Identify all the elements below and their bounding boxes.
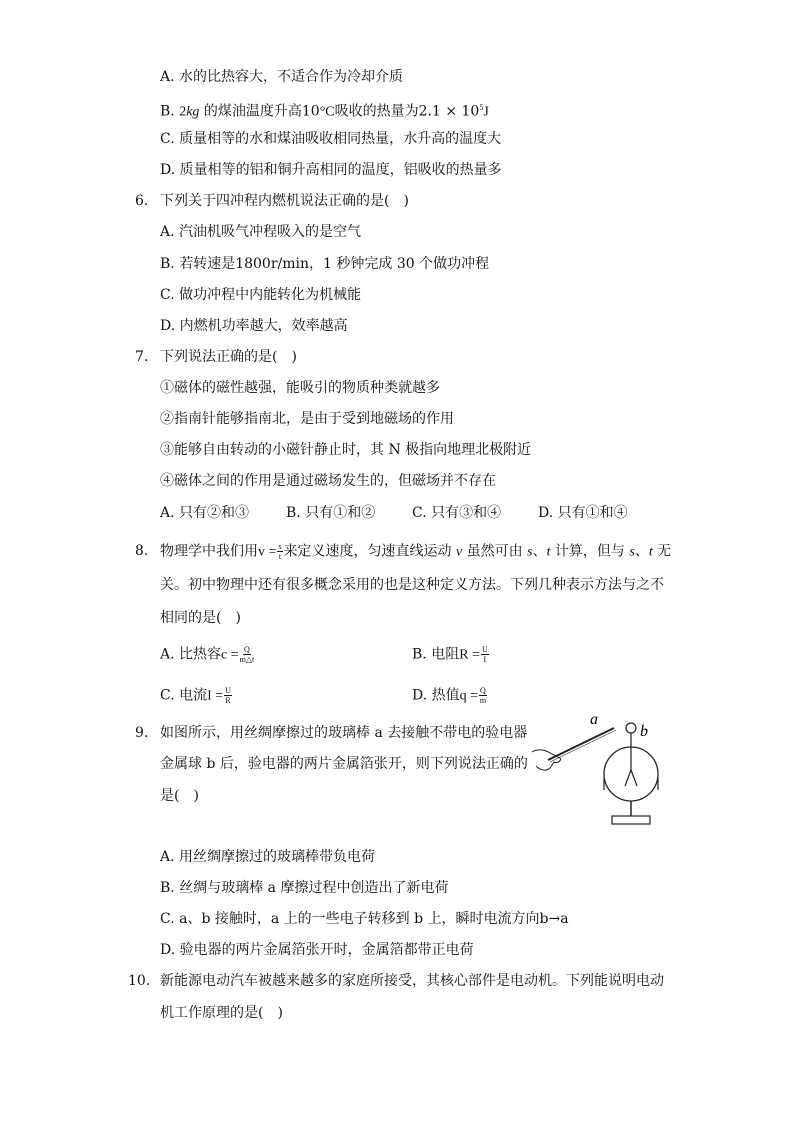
q8-text: 物理学中我们用 (160, 543, 258, 560)
q9-option-b (160, 879, 448, 897)
option-text-exp: 5 (479, 103, 484, 112)
denominator: I (483, 655, 487, 664)
option-text: 质量相等的铝和铜升高相同的温度，铝吸收的热量多 (179, 162, 502, 178)
q8-option-b (412, 645, 490, 665)
q6-number: 6. (135, 193, 149, 209)
fraction (224, 686, 232, 705)
option-name: 电流 (179, 687, 208, 704)
option-label: B. (286, 505, 301, 521)
option-label: A. (160, 505, 175, 521)
denominator: m△t (239, 655, 255, 664)
denominator: t (278, 552, 282, 561)
glass-rod (548, 728, 614, 760)
metal-leaf (631, 770, 637, 786)
q8-line-1 (160, 542, 671, 562)
option-text-deg: °C (319, 104, 335, 120)
q6-option-a (160, 223, 361, 241)
option-text-pre: 2 (179, 104, 187, 120)
option-label: D. (160, 942, 176, 958)
q9-option-d (160, 941, 474, 959)
hand-sketch (532, 750, 561, 770)
option-label: D. (412, 687, 428, 704)
electroscope-figure (530, 712, 670, 832)
q8-text: 、 (634, 543, 649, 560)
q8-text: 、 (532, 543, 547, 560)
option-text: 只有①和② (305, 505, 376, 521)
option-label: B. (160, 103, 175, 120)
option-text: a、b 接触时，a 上的一些电子转移到 b 上，瞬时电流方向b→a (179, 911, 569, 927)
q5-option-b (160, 99, 489, 122)
q6-option-c (160, 286, 361, 304)
option-label: D. (160, 162, 176, 178)
denominator: m (479, 696, 487, 705)
formula-lhs: I = (207, 688, 224, 704)
q7-number: 7. (135, 349, 149, 365)
q8-text: 虽然可由 (462, 543, 528, 560)
q5-option-d (160, 161, 502, 179)
option-text-mid: 的煤油温度升高10 (199, 103, 320, 120)
q10-line-1: 新能源电动汽车被越来越多的家庭所接受，其核心部件是电动机。下列能说明电动 (160, 973, 664, 989)
q7-statement-3: ③能够自由转动的小磁针静止时，其 N 极指向地理北极附近 (160, 442, 532, 458)
option-label: B. (412, 646, 427, 663)
var-s: s (527, 544, 533, 560)
option-text: 汽油机吸气冲程吸入的是空气 (179, 224, 362, 240)
fig-label-a: a (590, 712, 598, 728)
option-text: 验电器的两片金属箔张开时，金属箔都带正电荷 (179, 942, 474, 958)
var-t: t (546, 544, 551, 560)
q9-line-2: 金属球 b 后，验电器的两片金属箔张开，则下列说法正确的 (160, 756, 528, 772)
q9-line-3: 是( ) (160, 788, 199, 804)
option-label: C. (160, 287, 175, 303)
var-s: s (629, 544, 635, 560)
option-text: 水的比热容大，不适合作为冷却介质 (179, 69, 404, 85)
formula-lhs: R = (459, 647, 480, 663)
q7-option-b (286, 504, 375, 522)
q7-option-d (538, 504, 628, 522)
q9-line-1: 如图所示，用丝绸摩擦过的玻璃棒 a 去接触不带电的验电器 (160, 725, 528, 741)
q8-number: 8. (135, 543, 149, 559)
fraction (240, 645, 255, 664)
fig-label-b: b (640, 723, 648, 740)
q5-option-c (160, 130, 501, 148)
option-text: 若转速是1800r/min，1 秒钟完成 30 个做功冲程 (179, 256, 490, 272)
q8-line-2: 关。初中物理中还有很多概念采用的也是这种定义方法。下列几种表示方法与之不 (160, 577, 664, 593)
numerator: U (225, 686, 231, 695)
option-label: A. (160, 69, 175, 85)
numerator: Q (244, 645, 250, 654)
option-label: B. (160, 880, 175, 896)
q8-text: 无 (652, 543, 672, 560)
option-text: 做功冲程中内能转化为机械能 (179, 287, 362, 303)
numerator: U (481, 645, 488, 654)
option-text: 只有②和③ (179, 505, 250, 521)
option-label: C. (160, 131, 175, 147)
q8-text: 计算，但与 (550, 543, 630, 560)
q8-option-a (160, 645, 255, 665)
option-text-end: J (483, 104, 489, 120)
q7-statement-2: ②指南针能够指南北，是由于受到地磁场的作用 (160, 411, 454, 427)
q7-statement-1: ①磁体的磁性越强，能吸引的物质种类就越多 (160, 380, 440, 396)
option-name: 热值 (431, 687, 460, 704)
formula-lhs: v = (258, 544, 277, 560)
q10-line-2: 机工作原理的是( ) (160, 1005, 283, 1021)
option-label: A. (160, 849, 175, 865)
fraction (481, 645, 489, 664)
q7-statement-4: ④磁体之间的作用是通过磁场发生的，但磁场并不存在 (160, 473, 496, 489)
q9-number: 9. (135, 725, 149, 741)
option-label: C. (160, 687, 175, 704)
q6-option-b (160, 255, 489, 273)
q6-option-d (160, 317, 348, 335)
q7-option-c (412, 504, 501, 522)
electroscope-base (612, 816, 650, 824)
q10-number: 10. (128, 973, 151, 989)
option-label: C. (160, 911, 175, 927)
q6-stem: 下列关于四冲程内燃机说法正确的是( ) (160, 193, 409, 209)
option-label: C. (412, 505, 427, 521)
q7-option-a (160, 504, 249, 522)
q9-option-a (160, 848, 375, 866)
numerator: Q (480, 686, 486, 695)
formula-lhs: q = (459, 688, 479, 704)
option-label: D. (538, 505, 554, 521)
fraction (479, 686, 487, 705)
metal-ball (626, 723, 636, 733)
option-text: 丝绸与玻璃棒 a 摩擦过程中创造出了新电荷 (179, 880, 449, 896)
option-text-unit: kg (186, 104, 200, 120)
q9-option-c (160, 910, 569, 928)
formula-lhs: c = (221, 647, 239, 663)
option-text: 用丝绸摩擦过的玻璃棒带负电荷 (179, 849, 376, 865)
option-name: 电阻 (431, 646, 460, 663)
option-label: B. (160, 256, 175, 272)
q8-text: 来定义速度，匀速直线运动 (283, 543, 456, 560)
option-name: 比热容 (179, 646, 222, 663)
q8-line-3: 相同的是( ) (160, 610, 241, 626)
numerator: s (278, 542, 282, 551)
option-text: 内燃机功率越大，效率越高 (179, 318, 348, 334)
option-text: 只有③和④ (431, 505, 502, 521)
q8-option-c (160, 686, 233, 706)
var-t: t (648, 544, 653, 560)
option-label: A. (160, 224, 175, 240)
option-text-post: 吸收的热量为2.1 × 10 (334, 103, 480, 120)
q7-stem: 下列说法正确的是( ) (160, 349, 297, 365)
option-label: A. (160, 646, 175, 663)
option-label: D. (160, 318, 176, 334)
denominator: R (225, 696, 231, 705)
option-text: 只有①和④ (557, 505, 628, 521)
metal-leaf (625, 770, 631, 786)
var-v: v (455, 544, 463, 560)
q5-option-a (160, 68, 403, 86)
option-text: 质量相等的水和煤油吸收相同热量，水升高的温度大 (179, 131, 502, 147)
q8-option-d (412, 686, 488, 706)
fraction (277, 542, 282, 561)
